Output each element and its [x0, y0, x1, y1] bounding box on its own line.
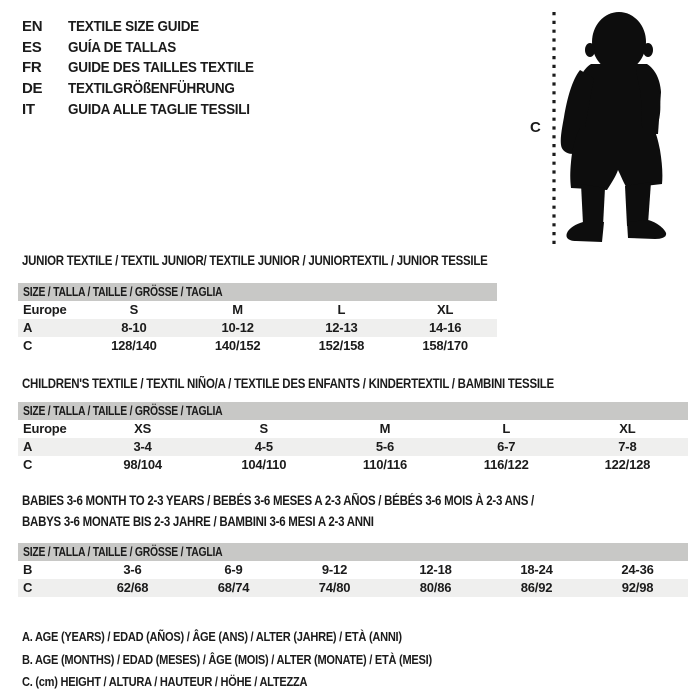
size-table [18, 543, 688, 597]
language-label: GUIDA ALLE TAGLIE TESSILI [68, 100, 250, 118]
cell-value: 74/80 [318, 580, 351, 595]
cell-value: 122/128 [604, 457, 651, 472]
cell-value: 92/98 [621, 580, 654, 595]
table-title-text: JUNIOR TEXTILE / TEXTIL JUNIOR/ TEXTILE JUNIOR / JUNIORTEXTIL / JUNIOR TESSILE [22, 253, 488, 268]
cell-value: 152/158 [318, 338, 365, 353]
size-table-section [18, 490, 688, 597]
table-row [18, 301, 497, 319]
cell-value: 3-4 [133, 439, 152, 454]
legend-item-text: A. AGE (YEARS) / EDAD (AÑOS) / ÂGE (ANS) / ALTER (JAHRE) / ETÀ (ANNI) [22, 629, 402, 644]
cell-value: 7-8 [618, 439, 637, 454]
cell-value: 62/68 [116, 580, 149, 595]
cell-value: 14-16 [429, 320, 462, 335]
table-title-text: BABYS 3-6 MONATE BIS 2-3 JAHRE / BAMBINI 3-6 MESI A 2-3 ANNI [22, 514, 374, 529]
language-label: GUÍA DE TALLAS [68, 38, 176, 56]
cell-value: L [337, 302, 346, 317]
legend-item-text: C. (cm) HEIGHT / ALTURA / HAUTEUR / HÖHE / ALTEZZA [22, 674, 308, 689]
row-label: C [23, 338, 33, 353]
cell-value: 8-10 [121, 320, 147, 335]
table-header-label: SIZE / TALLA / TAILLE / GRÖSSE / TAGLIA [23, 544, 223, 559]
language-row [22, 57, 274, 78]
table-title [22, 373, 688, 394]
toddler-silhouette [524, 4, 700, 250]
table-title [22, 250, 497, 271]
table-title [22, 490, 688, 511]
cell-value: L [502, 421, 511, 436]
cell-value: XL [619, 421, 636, 436]
language-label: TEXTILGRÖßENFÜHRUNG [68, 79, 235, 97]
language-code: IT [22, 100, 35, 118]
silhouette-shape [561, 12, 666, 242]
cell-value: 140/152 [214, 338, 261, 353]
language-row [22, 78, 274, 99]
cell-value: 6-9 [224, 562, 243, 577]
language-code: EN [22, 17, 43, 35]
cell-value: 24-36 [621, 562, 654, 577]
table-row [18, 319, 497, 337]
cell-value: 158/170 [422, 338, 468, 353]
cell-value: S [129, 302, 139, 317]
table-header-bar [18, 402, 688, 420]
table-row [18, 579, 688, 597]
cell-value: 3-6 [123, 562, 142, 577]
language-row [22, 99, 274, 120]
row-label: C [23, 457, 33, 472]
legend-item [22, 626, 504, 649]
language-code: FR [22, 59, 42, 77]
row-label: A [23, 320, 33, 335]
cell-value: 12-18 [419, 562, 452, 577]
table-title-text: CHILDREN'S TEXTILE / TEXTIL NIÑO/A / TEXTILE DES ENFANTS / KINDERTEXTIL / BAMBINI TESSILE [22, 376, 554, 391]
table-row [18, 456, 688, 474]
language-row [22, 37, 274, 58]
size-table [18, 402, 688, 474]
cell-value: 86/92 [520, 580, 553, 595]
table-row [18, 337, 497, 355]
table-header-bar [18, 543, 688, 561]
cell-value: 6-7 [497, 439, 516, 454]
legend-item [22, 671, 504, 694]
row-label: A [23, 439, 33, 454]
table-title-text: BABIES 3-6 MONTH TO 2-3 YEARS / BEBÉS 3-6 MESES A 2-3 AÑOS / BÉBÉS 3-6 MOIS À 2-3 ANS / [22, 493, 534, 508]
language-code: DE [22, 79, 43, 97]
cell-value: XS [134, 421, 152, 436]
language-label: TEXTILE SIZE GUIDE [68, 17, 199, 35]
table-row [18, 561, 688, 579]
cell-value: 18-24 [520, 562, 553, 577]
size-table-section [18, 373, 688, 474]
table-row [18, 420, 688, 438]
table-header-label: SIZE / TALLA / TAILLE / GRÖSSE / TAGLIA [23, 403, 223, 418]
size-table [18, 283, 497, 355]
cell-value: S [259, 421, 269, 436]
table-header-label: SIZE / TALLA / TAILLE / GRÖSSE / TAGLIA [23, 284, 223, 299]
table-row [18, 438, 688, 456]
cell-value: 68/74 [217, 580, 250, 595]
row-label: Europe [23, 421, 67, 436]
table-title [22, 511, 688, 532]
size-table-section [18, 250, 497, 355]
cell-value: 80/86 [419, 580, 452, 595]
table-header-bar [18, 283, 497, 301]
cell-value: 116/122 [483, 457, 529, 472]
cell-value: 10-12 [221, 320, 254, 335]
cell-value: 110/116 [362, 457, 408, 472]
cell-value: 12-13 [325, 320, 358, 335]
legend-item-text: B. AGE (MONTHS) / EDAD (MESES) / ÂGE (MOIS) / ALTER (MONATE) / ETÀ (MESI) [22, 651, 432, 667]
cell-value: 104/110 [241, 457, 287, 472]
language-code: ES [22, 38, 42, 56]
height-dimension-label: C [530, 119, 541, 136]
cell-value: 98/104 [123, 457, 162, 472]
cell-value: XL [437, 302, 454, 317]
language-label: GUIDE DES TAILLES TEXTILE [68, 59, 254, 77]
language-row [22, 16, 274, 37]
legend-item [22, 649, 504, 672]
cell-value: 9-12 [321, 562, 348, 577]
row-label: Europe [23, 302, 67, 317]
row-label: B [23, 562, 33, 577]
toddler-silhouette-figure [524, 4, 700, 250]
cell-value: M [379, 421, 391, 436]
legend [22, 626, 504, 694]
cell-value: 5-6 [375, 439, 395, 454]
cell-value: M [232, 302, 243, 317]
row-label: C [23, 580, 33, 595]
language-list [22, 16, 274, 119]
cell-value: 4-5 [254, 439, 273, 454]
cell-value: 128/140 [111, 338, 157, 353]
